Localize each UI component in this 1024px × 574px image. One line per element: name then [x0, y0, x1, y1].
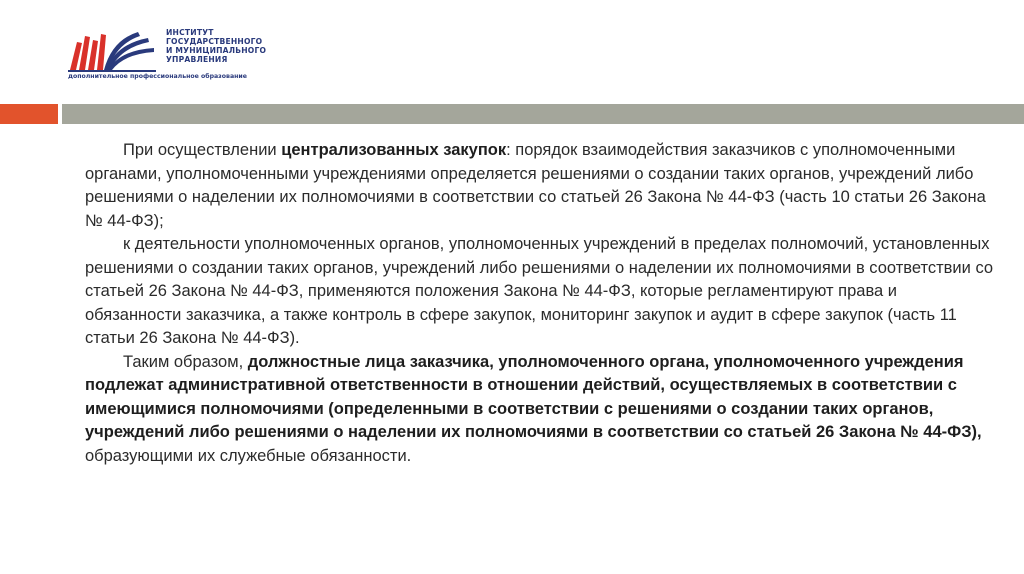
text-run: к деятельности уполномоченных органов, уполномоченных учреждений в пределах полномочий, установленных решениями о создании таких органов, учреждений либо решениями о наделении их полномочиями в соответствии со статьей 26 Закона № 44-ФЗ, применяются положения Закона № 44-ФЗ, которые регламентируют права и обязанности заказчика, а также контроль в сфере закупок, мониторинг закупок и аудит в сфере закупок (часть 11 статьи 26 Закона № 44-ФЗ).: [85, 235, 994, 347]
logo-title-line: ИНСТИТУТ: [166, 28, 214, 37]
header-bar: [62, 104, 1024, 124]
slide-body-text: [85, 139, 995, 468]
logo-title-line: ГОСУДАРСТВЕННОГО: [166, 37, 263, 46]
bold-text-run: централизованных закупок: [281, 141, 507, 159]
text-run: Таким образом,: [123, 352, 248, 371]
bold-text-run: должностные лица заказчика, уполномоченного органа, уполномоченного учреждения подлежат административной ответственности в отношении действий, осуществляемых в соответствии с имеющимися полномочиями (определенными в соответствии с решениями о создании таких органов, учреждений либо решениями о наделении их полномочиями в соответствии со статьей 26 Закона № 44-ФЗ),: [85, 352, 982, 441]
header-accent-bar: [0, 104, 58, 124]
text-run: : порядок взаимодействия заказчиков с уполномоченными органами, уполномоченными учреждениями определяется решениями о создании таких органов, учреждений либо решениями о наделении их полномочиями в соответствии со статьей 26 Закона № 44-ФЗ (часть 10 статьи 26 Закона № 44-ФЗ);: [85, 141, 986, 230]
paragraph-centralized-purchases: [85, 139, 995, 233]
text-run: образующими их служебные обязанности.: [85, 446, 412, 465]
books-logo-icon: [68, 30, 156, 74]
logo-title-line: И МУНИЦИПАЛЬНОГО: [166, 46, 267, 55]
logo-title: [166, 28, 316, 64]
paragraph-authorized-bodies: [85, 233, 995, 351]
institute-logo: [68, 24, 308, 84]
logo-subtitle: дополнительное профессиональное образование: [68, 73, 247, 80]
text-run: При осуществлении: [123, 141, 282, 159]
paragraph-conclusion: [85, 351, 995, 469]
logo-title-line: УПРАВЛЕНИЯ: [166, 55, 228, 64]
